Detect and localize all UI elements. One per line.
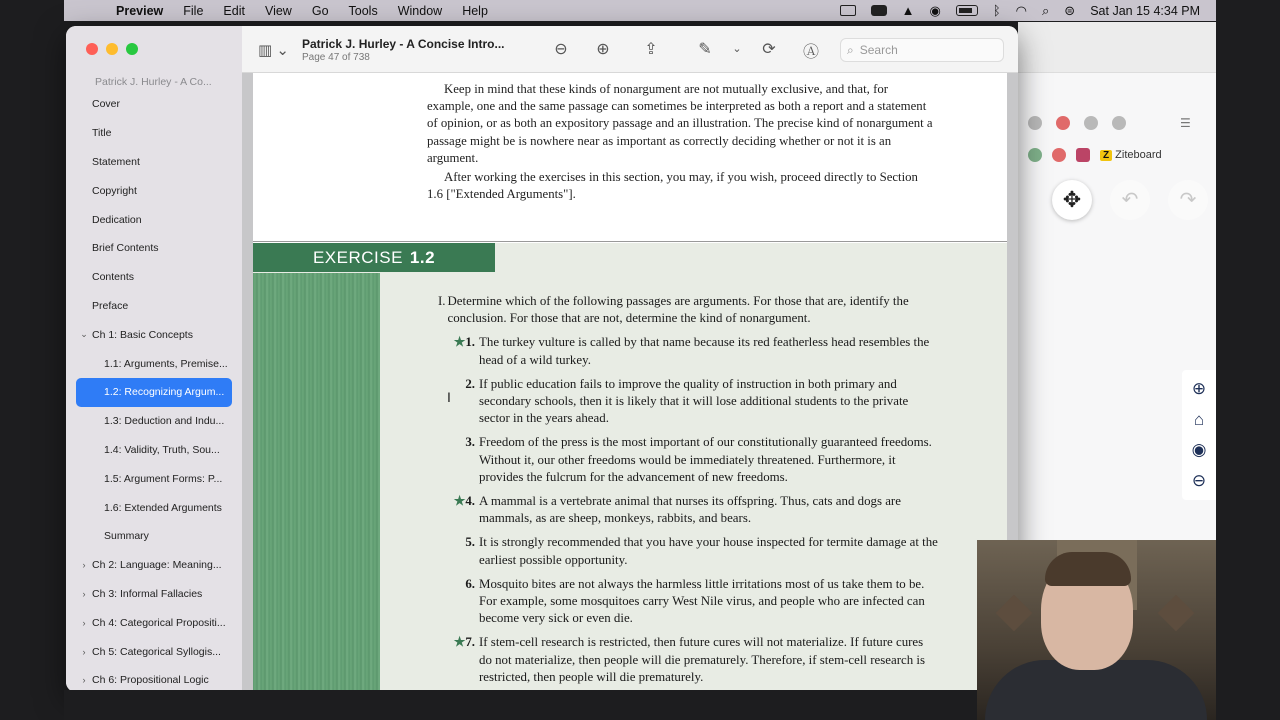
bookmark-icon[interactable] (1052, 148, 1066, 162)
question-number (438, 376, 479, 428)
shield-icon[interactable] (1084, 116, 1098, 130)
question-text: If stem-cell research is restricted, then future cures will not materialize. If future cures do not materialize, then people will die prematurely. Therefore, if stem-cell research is restricted, then people will die prematurely. (479, 635, 925, 684)
ziteboard-logo-icon: Z (1100, 150, 1112, 161)
question-item (438, 334, 938, 368)
markup-toolbar-icon[interactable]: Ⓐ (802, 44, 819, 61)
sidebar-item-label: Brief Contents (92, 242, 159, 255)
sidebar-item[interactable] (76, 493, 232, 522)
question-text: The turkey vulture is called by that name because its red featherless head resembles the head of a wild turkey. (479, 335, 930, 367)
question-number-text: 1. (465, 335, 475, 350)
chevron-right-icon[interactable]: › (82, 617, 86, 628)
paragraph: Keep in mind that these kinds of nonargument are not mutually exclusive, and that, for example, one and the same passage can sometimes be interpreted as both a report and a statement of opinion, or as both an expository passage and an illustration. The precise kind of nonargument a passage might be is nowhere near as important as correctly deciding whether or not it is an argument. (427, 82, 933, 165)
question-number (438, 534, 479, 568)
sidebar-item[interactable] (76, 637, 232, 666)
extension-icon[interactable] (1028, 116, 1042, 130)
sidebar-item[interactable] (76, 436, 232, 465)
sidebar-item-label: Ch 4: Categorical Propositi... (92, 616, 226, 629)
sidebar-item-label: Summary (104, 530, 149, 543)
menu-tools[interactable]: Tools (348, 3, 378, 18)
sidebar-item-label: Ch 3: Informal Fallacies (92, 587, 203, 600)
sidebar-item-label: Ch 1: Basic Concepts (92, 328, 193, 341)
page-separator (253, 241, 1007, 242)
spotlight-search-icon[interactable]: ⌕ (1042, 3, 1050, 18)
sidebar-item[interactable] (76, 148, 232, 177)
question-text: Freedom of the press is the most important of our constitutionally guaranteed freedoms. Without it, our other freedoms would be immediately threatened. Furthermore, it provides the fulcrum for the advancement of new freedoms. (479, 435, 932, 484)
sidebar-item-label: 1.6: Extended Arguments (104, 501, 222, 514)
sidebar-item-label: Ch 2: Language: Meaning... (92, 559, 222, 572)
sidebar-item-label: Ch 6: Propositional Logic (92, 674, 209, 687)
sidebar-item-label: Preface (92, 299, 129, 312)
question-item (438, 634, 938, 686)
sidebar-item[interactable] (76, 349, 232, 378)
toolbar (242, 26, 1018, 73)
fullscreen-button[interactable] (126, 43, 138, 55)
webcam-person-hair (1045, 552, 1131, 586)
bookmark-icon[interactable] (1076, 148, 1090, 162)
bookmark-ziteboard[interactable]: Z Ziteboard (1100, 149, 1162, 161)
background-window-topbar (1018, 22, 1216, 73)
move-tool-button[interactable]: ✥ (1052, 180, 1092, 220)
sidebar-item[interactable] (76, 320, 232, 349)
sidebar-item-label: 1.1: Arguments, Premise... (104, 357, 228, 370)
sidebar-item[interactable] (76, 608, 232, 637)
menu-window[interactable]: Window (397, 3, 443, 18)
bookmarks-row (1028, 148, 1162, 162)
sidebar-item[interactable] (76, 464, 232, 493)
question-list (438, 334, 938, 686)
sidebar-item-label: 1.2: Recognizing Argum... (104, 386, 225, 399)
menu-go[interactable]: Go (311, 3, 329, 18)
star-icon: ★ (453, 335, 466, 350)
undo-button[interactable]: ↶ (1110, 180, 1150, 220)
redo-button[interactable]: ↷ (1168, 180, 1208, 220)
sidebar-item[interactable] (76, 378, 232, 407)
star-icon: ★ (453, 635, 466, 650)
sidebar-item[interactable] (76, 522, 232, 551)
question-item (438, 434, 938, 486)
sidebar-item-label: 1.5: Argument Forms: P... (104, 472, 223, 485)
markup-dropdown-chevron-icon[interactable]: ⌄ (732, 43, 742, 55)
sidebar-item[interactable] (76, 666, 232, 692)
paragraph: After working the exercises in this section, you may, if you wish, proceed directly to Section 1.6 ["Extended Arguments"]. (427, 170, 918, 202)
sidebar-item-label: 1.3: Deduction and Indu... (104, 415, 225, 428)
chevron-right-icon[interactable]: › (82, 646, 86, 657)
sidebar-document-name: Patrick J. Hurley - A Co... (95, 76, 212, 88)
exercise-text (438, 293, 938, 686)
webcam-overlay (977, 540, 1216, 720)
sidebar-item[interactable] (76, 205, 232, 234)
preview-window (66, 26, 1018, 692)
question-text: It is strongly recommended that you have your house inspected for termite damage at the earliest possible opportunity. (479, 535, 938, 567)
sidebar-item-label: Copyright (92, 184, 137, 197)
desktop-edge (64, 690, 977, 720)
decorative-texture (253, 273, 380, 692)
rotate-icon[interactable]: ⟳ (762, 41, 776, 58)
pdf-page[interactable] (253, 73, 1007, 692)
question-number-text: 4. (465, 494, 475, 509)
star-icon: ★ (453, 494, 466, 509)
bluetooth-icon[interactable]: ᛒ (992, 3, 1001, 18)
menu-clock[interactable]: Sat Jan 15 4:34 PM (1090, 3, 1200, 18)
status-app-icon[interactable] (871, 5, 887, 16)
chevron-right-icon[interactable]: › (82, 675, 86, 686)
menu-icon[interactable]: ☰ (1180, 116, 1191, 130)
wifi-icon[interactable]: ◠ (1015, 3, 1028, 18)
vlc-icon[interactable]: ▲ (901, 3, 915, 18)
sidebar-item[interactable] (76, 407, 232, 436)
zoom-out-icon[interactable]: ⊖ (1191, 470, 1207, 490)
menu-app-name[interactable]: Preview (116, 3, 164, 18)
page-indicator: Page 47 of 738 (302, 52, 370, 63)
text-cursor-icon: I (447, 389, 451, 405)
question-text: Mosquito bites are not always the harmless little irritations most of us take them to be. For example, some mosquitoes carry West Nile virus, and people who are infected can become very sick or even die. (479, 576, 925, 626)
menu-help[interactable]: Help (462, 3, 488, 18)
menu-bar (64, 0, 1216, 21)
sidebar-item-label: Dedication (92, 213, 142, 226)
sidebar-item[interactable] (76, 292, 232, 321)
table-of-contents (76, 90, 232, 692)
exercise-intro (438, 293, 938, 327)
close-button[interactable] (86, 43, 98, 55)
document-viewer[interactable] (242, 73, 1018, 692)
sidebar-item-label: 1.4: Validity, Truth, Sou... (104, 443, 220, 456)
sidebar (66, 26, 242, 692)
question-number (438, 493, 479, 527)
battery-icon[interactable] (956, 5, 978, 16)
center-icon[interactable]: ◉ (1191, 440, 1207, 460)
chevron-down-icon[interactable]: ⌄ (80, 329, 88, 340)
window-title: Patrick J. Hurley - A Concise Intro... (302, 37, 505, 51)
question-number-text: 3. (465, 435, 475, 450)
markup-pen-icon[interactable]: ✎ (698, 41, 712, 58)
intro-text: Determine which of the following passages are arguments. For those that are, identify the conclusion. For those that are not, determine the kind of nonargument. (447, 294, 909, 326)
zoom-controls (1182, 370, 1216, 500)
menu-file[interactable]: File (183, 3, 204, 18)
question-text: A mammal is a vertebrate animal that nurses its offspring. Thus, cats and dogs are mammals, as are sheep, monkeys, rabbits, and bears. (479, 494, 901, 526)
adblock-icon[interactable] (1056, 116, 1070, 130)
exercise-number: 1.2 (409, 247, 436, 267)
zoom-in-icon[interactable]: ⊕ (1191, 379, 1207, 399)
question-item (438, 576, 938, 628)
sidebar-item[interactable] (76, 234, 232, 263)
exercise-header (253, 243, 495, 272)
sidebar-item-label: Statement (92, 155, 140, 168)
window-controls (86, 43, 138, 55)
search-field[interactable] (840, 38, 1004, 62)
question-text: If public education fails to improve the quality of instruction in both primary and secondary schools, then it is likely that it will lose additional students to the private sector in the years ahead. (479, 376, 909, 426)
question-number-text: 2. (465, 376, 475, 391)
question-number (438, 576, 479, 628)
exercise-label: EXERCISE (312, 247, 403, 267)
zoom-out-icon[interactable]: ⊖ (554, 41, 568, 58)
sidebar-toggle-icon[interactable]: ▥ ⌄ (258, 42, 289, 59)
sidebar-item-label: Contents (92, 271, 135, 284)
home-icon[interactable]: ⌂ (1193, 409, 1205, 429)
bars-icon[interactable] (1112, 116, 1126, 130)
menu-view[interactable]: View (264, 3, 292, 18)
question-item (438, 376, 938, 428)
zoom-in-icon[interactable]: ⊕ (596, 41, 610, 58)
chevron-right-icon[interactable]: › (82, 588, 86, 599)
browser-extensions-row (1028, 116, 1191, 130)
question-number-text: 5. (465, 535, 475, 550)
minimize-button[interactable] (106, 43, 118, 55)
control-center-icon[interactable]: ⊜ (1064, 3, 1076, 18)
question-number-text: 6. (465, 576, 475, 591)
question-item (438, 534, 938, 568)
sidebar-item[interactable] (76, 90, 232, 119)
sidebar-item-label: Cover (92, 98, 121, 111)
question-number-text: 7. (465, 635, 475, 650)
play-circle-icon[interactable]: ◉ (929, 3, 941, 18)
part-number: I. (438, 294, 446, 308)
sidebar-item[interactable] (76, 551, 232, 580)
sidebar-item[interactable] (76, 119, 232, 148)
sidebar-item[interactable] (76, 263, 232, 292)
exercise-section (253, 243, 1007, 692)
share-icon[interactable]: ⇪ (644, 41, 658, 58)
question-number (438, 434, 479, 486)
sidebar-item-label: Title (92, 127, 112, 140)
sidebar-item[interactable] (76, 580, 232, 609)
screen-share-icon[interactable] (840, 5, 856, 16)
chevron-right-icon[interactable]: › (82, 560, 86, 571)
menu-edit[interactable]: Edit (223, 3, 245, 18)
bookmark-icon[interactable] (1028, 148, 1042, 162)
whiteboard-toolbar (1018, 180, 1216, 220)
sidebar-item-label: Ch 5: Categorical Syllogis... (92, 645, 221, 658)
question-number (438, 334, 479, 368)
sidebar-item[interactable] (76, 176, 232, 205)
question-number (438, 634, 479, 686)
search-icon: ⌕ (847, 42, 854, 57)
search-placeholder: Search (859, 43, 898, 57)
question-item (438, 493, 938, 527)
